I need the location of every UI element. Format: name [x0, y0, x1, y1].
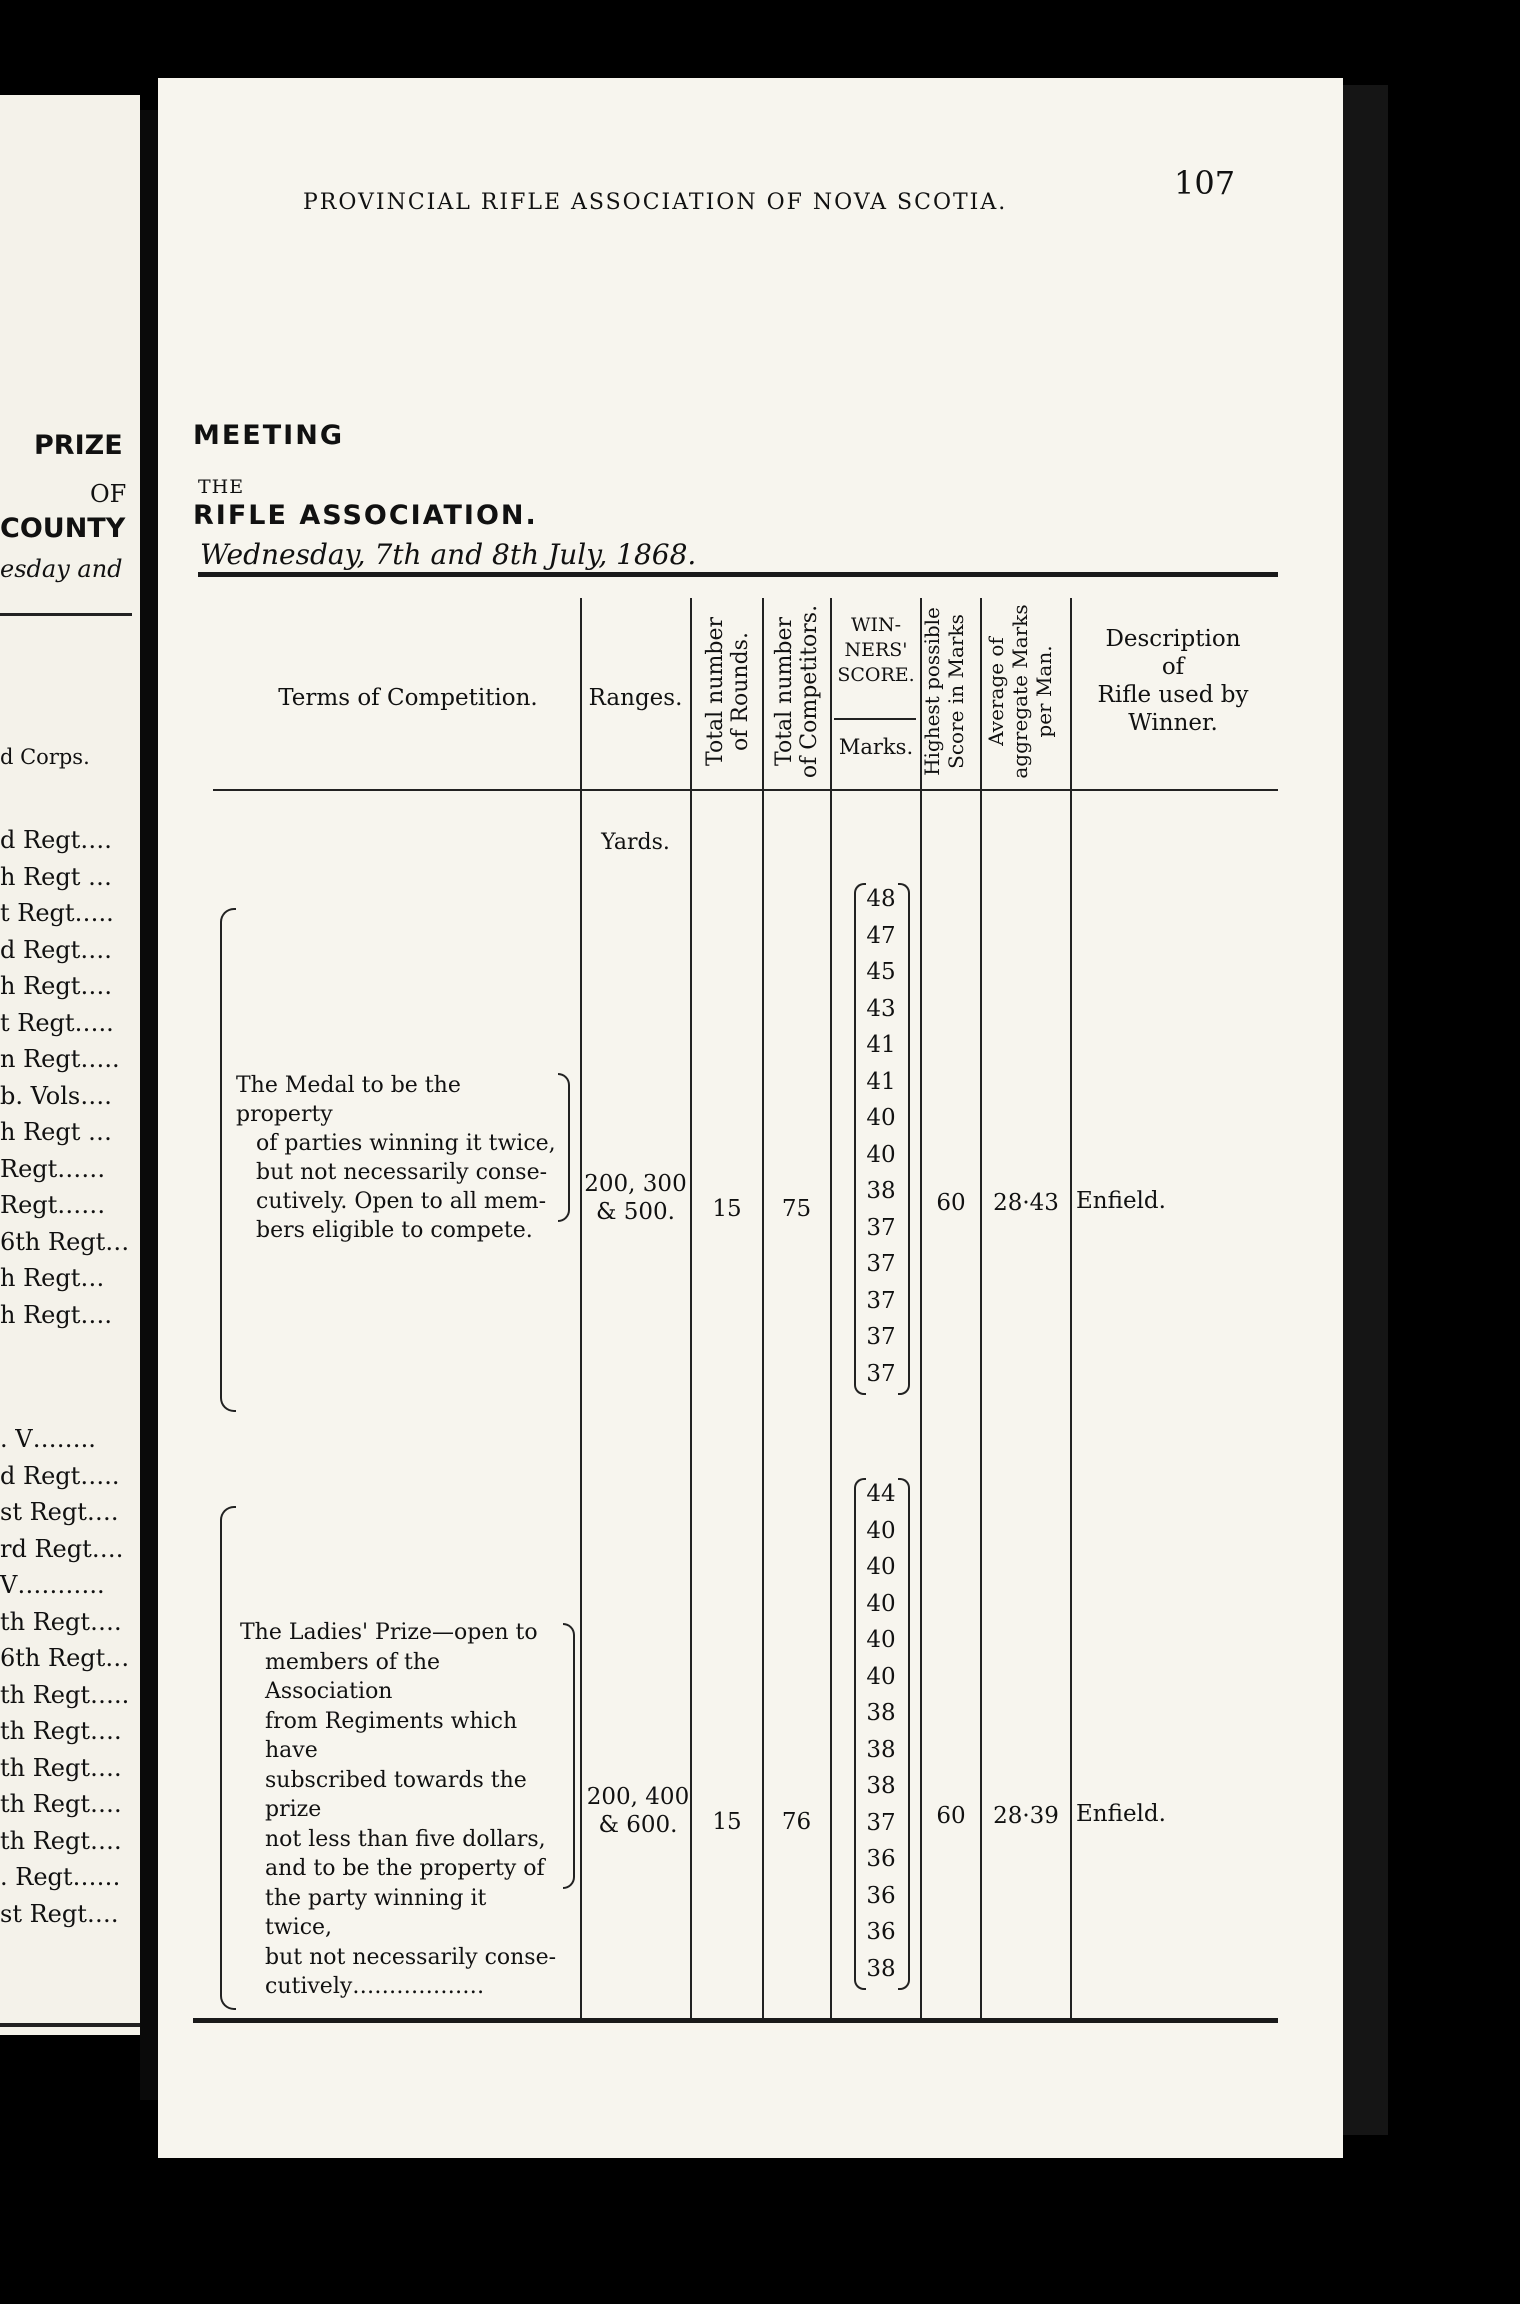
- row2-marks-list: [861, 1476, 901, 1987]
- left-row-item: h Regt….: [0, 1300, 112, 1329]
- page-gutter: [140, 110, 158, 2100]
- left-column-label: d Corps.: [0, 745, 90, 769]
- main-page: [158, 78, 1343, 2158]
- mark-value: 40: [866, 1663, 896, 1690]
- left-row-item: . Regt……: [0, 1863, 121, 1891]
- left-row-item: st Regt….: [0, 1498, 119, 1526]
- header-average: Average of aggregate Marks per Man.: [984, 604, 1056, 779]
- mark-value: 36: [866, 1919, 896, 1945]
- left-row-item: th Regt….: [0, 1826, 122, 1855]
- mark-value: 38: [866, 1700, 896, 1726]
- mark-value: 37: [866, 1214, 896, 1241]
- mark-value: 43: [866, 995, 896, 1022]
- left-bottom-rule: [0, 2023, 140, 2027]
- mark-value: 36: [866, 1882, 896, 1909]
- left-row-item: th Regt….: [0, 1607, 122, 1636]
- row2-terms-brace: [563, 1623, 575, 1889]
- page-number: 107: [1174, 164, 1236, 202]
- left-row-item: d Regt….: [0, 826, 112, 854]
- col-line-7: [1070, 598, 1072, 2018]
- left-row-item: d Regt….: [0, 935, 112, 964]
- row2-competitors: 76: [781, 1809, 812, 1835]
- left-row-item: th Regt….: [0, 1717, 122, 1745]
- left-row-item: t Regt…..: [0, 899, 114, 927]
- left-row-item: th Regt…..: [0, 1680, 130, 1709]
- row2-left-brace: [220, 1506, 236, 2010]
- left-heading-of: OF: [90, 480, 127, 508]
- mark-value: 37: [866, 1360, 896, 1387]
- left-row-item: 6th Regt…: [0, 1227, 130, 1256]
- left-heading-date: esday and: [0, 555, 123, 583]
- mark-value: 36: [866, 1846, 896, 1872]
- header-highest: Highest possible Score in Marks: [920, 607, 968, 776]
- left-facing-page: [0, 95, 140, 2035]
- mark-value: 40: [866, 1590, 896, 1617]
- mark-value: 41: [866, 1068, 896, 1095]
- left-row-item: . V……..: [0, 1425, 96, 1453]
- left-row-item: d Regt…..: [0, 1461, 120, 1490]
- mark-value: 37: [866, 1287, 896, 1314]
- running-title: PROVINCIAL RIFLE ASSOCIATION OF NOVA SCOTIA.: [303, 190, 1008, 215]
- row1-left-brace: [220, 908, 236, 1412]
- left-row-item: b. Vols….: [0, 1081, 112, 1110]
- header-winners-score: WIN- NERS' SCORE.: [837, 614, 915, 686]
- header-ranges: Ranges.: [588, 685, 683, 711]
- row2-rifle: Enfield.: [1076, 1801, 1166, 1827]
- row2-terms: The Ladies' Prize—open to members of the Association from Regiments which have subscribed towards the prize not less than five dollars, and to be the property of the party winning it twice, but not necessarily conse- cutively………………: [240, 1620, 557, 1999]
- units-label: Yards.: [601, 830, 670, 855]
- row1-marks-list: [861, 881, 901, 1392]
- row1-terms: The Medal to be the property of parties winning it twice, but not necessarily conse- cutively. Open to all mem- bers eligible to compete.: [236, 1073, 556, 1243]
- table-bottom-rule: [193, 2018, 1278, 2023]
- left-row-item: th Regt….: [0, 1790, 122, 1818]
- row1-terms-brace: [558, 1073, 570, 1222]
- row2-highest: 60: [936, 1803, 966, 1829]
- table-header-rule: [213, 789, 1278, 791]
- row2-ranges: 200, 400 & 600.: [586, 1784, 690, 1838]
- left-heading-prize: PRIZE: [34, 430, 123, 461]
- title-the: THE: [198, 476, 245, 498]
- mark-value: 40: [866, 1627, 896, 1653]
- row1-rounds: 15: [712, 1196, 742, 1222]
- left-row-item: Regt……: [0, 1154, 106, 1183]
- header-rounds: Total number of Rounds.: [703, 617, 753, 767]
- title-rifle-association: RIFLE ASSOCIATION.: [193, 500, 538, 531]
- mark-value: 47: [866, 922, 896, 949]
- row1-ranges: 200, 300 & 500.: [584, 1171, 687, 1225]
- left-heading-county: COUNTY: [0, 513, 126, 544]
- left-row-item: 6th Regt…: [0, 1644, 130, 1672]
- col-line-3: [762, 598, 764, 2018]
- left-row-item: n Regt…..: [0, 1045, 120, 1073]
- mark-value: 38: [866, 1178, 896, 1204]
- left-rule: [0, 613, 132, 616]
- left-row-item: h Regt….: [0, 972, 112, 1000]
- score-marks-divider: [834, 718, 916, 720]
- mark-value: 48: [866, 886, 896, 912]
- header-terms: Terms of Competition.: [278, 685, 538, 711]
- mark-value: 38: [866, 1955, 896, 1982]
- mark-value: 40: [866, 1554, 896, 1580]
- left-row-item: h Regt …: [0, 1118, 112, 1146]
- left-row-item: st Regt….: [0, 1899, 119, 1928]
- col-line-1: [580, 598, 582, 2018]
- left-row-item: h Regt …: [0, 862, 112, 891]
- mark-value: 37: [866, 1324, 896, 1350]
- mark-value: 37: [866, 1251, 896, 1277]
- left-row-item: rd Regt….: [0, 1534, 124, 1563]
- mark-value: 44: [866, 1481, 896, 1507]
- left-row-item: t Regt…..: [0, 1008, 114, 1037]
- title-meeting: MEETING: [193, 420, 344, 451]
- mark-value: 40: [866, 1105, 896, 1131]
- left-row-item: h Regt…: [0, 1264, 105, 1292]
- left-row-item: Regt……: [0, 1191, 106, 1219]
- mark-value: 45: [866, 959, 896, 985]
- header-marks: Marks.: [838, 735, 914, 759]
- row1-highest: 60: [936, 1190, 966, 1216]
- row1-competitors: 75: [781, 1196, 812, 1222]
- header-description: Description of Rifle used by Winner.: [1097, 626, 1249, 736]
- row1-average: 28·43: [993, 1190, 1059, 1216]
- mark-value: 40: [866, 1141, 896, 1168]
- row1-rifle: Enfield.: [1076, 1188, 1166, 1214]
- table-top-rule: [198, 572, 1278, 577]
- mark-value: 40: [866, 1517, 896, 1544]
- col-line-4: [830, 598, 832, 2018]
- header-competitors: Total number of Competitors.: [772, 604, 822, 779]
- mark-value: 38: [866, 1773, 896, 1799]
- mark-value: 37: [866, 1809, 896, 1836]
- mark-value: 38: [866, 1736, 896, 1763]
- title-date: Wednesday, 7th and 8th July, 1868.: [200, 538, 697, 571]
- row2-average: 28·39: [993, 1803, 1059, 1829]
- row2-rounds: 15: [712, 1809, 742, 1835]
- mark-value: 41: [866, 1032, 896, 1058]
- left-row-item: th Regt….: [0, 1753, 122, 1782]
- left-row-item: V………..: [0, 1571, 105, 1599]
- page-edge: [1343, 85, 1388, 2135]
